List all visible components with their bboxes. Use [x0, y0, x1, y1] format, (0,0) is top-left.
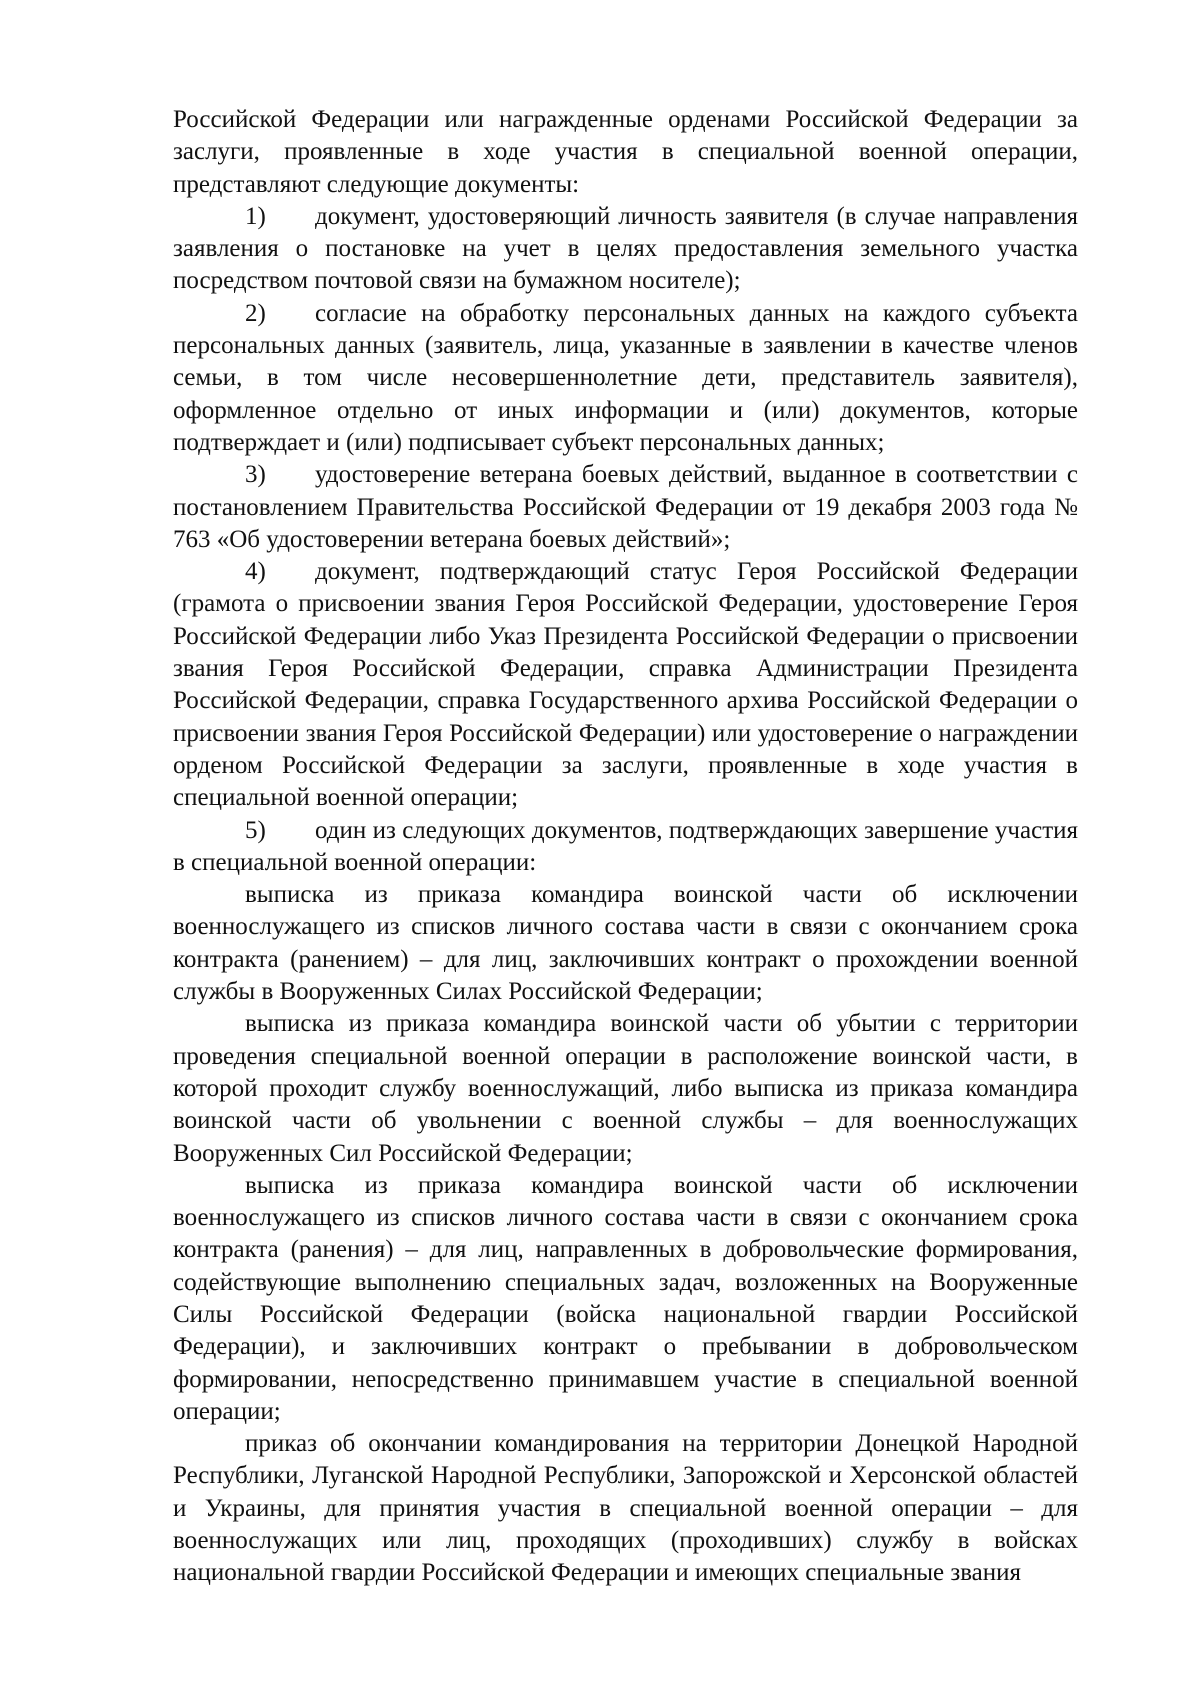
paragraph-text: один из следующих документов, подтверждающих завершение участия в специальной военной операции:	[173, 816, 1078, 876]
sub-paragraph-departure-extract	[173, 1008, 1078, 1169]
paragraph-text: согласие на обработку персональных данных на каждого субъекта персональных данных (заявитель, лица, указанные в заявлении в качестве членов семьи, в том числе несовершеннолетние дети, представитель заявителя), оформленное отдельно от иных информации и (или) документов, которые подтверждает и (или) подписывает субъект персональных данных;	[173, 299, 1078, 456]
paragraph-intro	[173, 104, 1078, 201]
paragraph-text: Российской Федерации или награжденные орденами Российской Федерации за заслуги, проявленные в ходе участия в специальной военной операции, представляют следующие документы:	[173, 106, 1078, 198]
list-item-1	[173, 201, 1078, 298]
paragraph-text: выписка из приказа командира воинской части об исключении военнослужащего из списков личного состава части в связи с окончанием срока контракта (ранения) – для лиц, направленных в добровольческие формирования, содействующие выполнению специальных задач, возложенных на Вооруженные Силы Российской Федерации (войска национальной гвардии Российской Федерации), и заключивших контракт о пребывании в добровольческом формировании, непосредственно принимавшем участие в специальной военной операции;	[173, 1171, 1078, 1425]
list-item-3	[173, 459, 1078, 556]
paragraph-text: выписка из приказа командира воинской части об исключении военнослужащего из списков личного состава части в связи с окончанием срока контракта (ранением) – для лиц, заключивших контракт о прохождении военной службы в Вооруженных Силах Российской Федерации;	[173, 881, 1078, 1006]
list-item-2	[173, 298, 1078, 459]
list-item-number: 4)	[245, 558, 266, 586]
paragraph-text: документ, удостоверяющий личность заявителя (в случае направления заявления о постановке на учет в целях предоставления земельного участка посредством почтовой связи на бумажном носителе);	[173, 202, 1078, 295]
document-page	[173, 104, 1078, 1590]
sub-paragraph-contract-extract	[173, 879, 1078, 1008]
list-item-number: 1)	[245, 202, 266, 230]
list-item-4	[173, 556, 1078, 814]
paragraph-text: выписка из приказа командира воинской части об убытии с территории проведения специальной военной операции в расположение воинской части, в которой проходит службу военнослужащий, либо выписка из приказа командира воинской части об увольнении с военной службы – для военнослужащих Вооруженных Сил Российской Федерации;	[173, 1010, 1078, 1167]
paragraph-text: документ, подтверждающий статус Героя Российской Федерации (грамота о присвоении звания Героя Российской Федерации, удостоверение Героя Российской Федерации либо Указ Президента Российской Федерации о присвоении звания Героя Российской Федерации, справка Администрации Президента Российской Федерации, справка Государственного архива Российской Федерации о присвоении звания Героя Российской Федерации) или удостоверение о награждении орденом Российской Федерации за заслуги, проявленные в ходе участия в специальной военной операции;	[173, 558, 1078, 812]
paragraph-text: приказ об окончании командирования на территории Донецкой Народной Республики, Луганской Народной Республики, Запорожской и Херсонской областей и Украины, для принятия участия в специальной военной операции – для военнослужащих или лиц, проходящих (проходивших) службу в войсках национальной гвардии Российской Федерации и имеющих специальные звания	[173, 1430, 1078, 1587]
list-item-5	[173, 815, 1078, 880]
sub-paragraph-assignment-order	[173, 1428, 1078, 1589]
paragraph-text: удостоверение ветерана боевых действий, выданное в соответствии с постановлением Правительства Российской Федерации от 19 декабря 2003 года № 763 «Об удостоверении ветерана боевых действий»;	[173, 461, 1078, 553]
sub-paragraph-volunteer-extract	[173, 1170, 1078, 1428]
list-item-number: 2)	[245, 299, 266, 327]
list-item-number: 5)	[245, 816, 266, 844]
list-item-number: 3)	[245, 461, 266, 489]
